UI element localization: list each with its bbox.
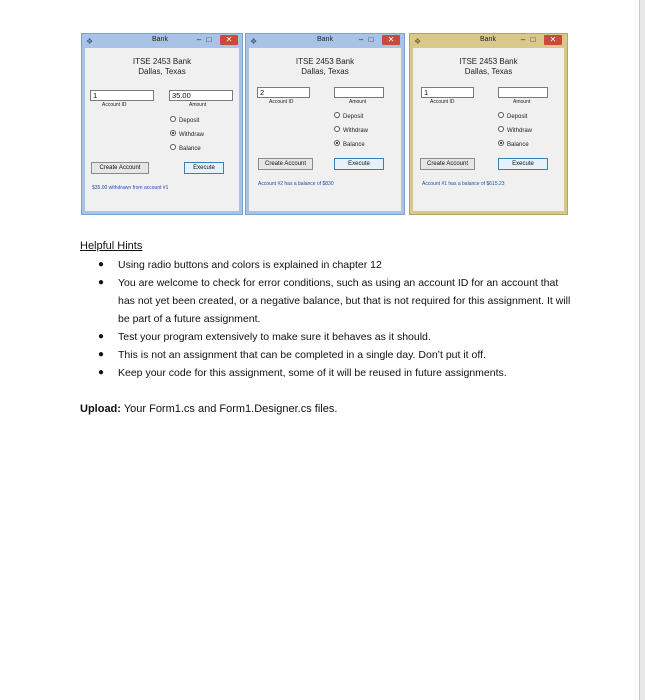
window-title: Bank [152,36,168,43]
balance-radio[interactable]: Balance [334,141,365,150]
account-id-input[interactable]: 1 [421,87,474,98]
page-edge [639,0,645,700]
status-message: $35.00 withdrawn from account #1 [92,185,169,191]
hints-list [98,256,578,382]
status-message: Account #2 has a balance of $830 [258,181,334,187]
bullet-icon: ● [98,331,105,342]
list-item: ● Test your program extensively to make sure it behaves as it should. [98,328,578,346]
account-id-input[interactable]: 1 [90,90,154,101]
execute-button[interactable]: Execute [184,162,224,174]
amount-input[interactable]: 35.00 [169,90,233,101]
account-id-input[interactable]: 2 [257,87,310,98]
bank-window-3 [409,33,568,215]
amount-input[interactable] [498,87,548,98]
title-bar[interactable] [82,34,242,49]
list-item: ● This is not an assignment that can be completed in a single day. Don’t put it off. [98,346,578,364]
status-message: Account #1 has a balance of $615.23 [422,181,505,187]
amount-input[interactable] [334,87,384,98]
deposit-radio[interactable]: Deposit [170,117,199,126]
upload-text: Your Form1.cs and Form1.Designer.cs files. [123,403,338,415]
list-item: ● Using radio buttons and colors is explained in chapter 12 [98,256,578,274]
bank-name-label: ITSE 2453 Bank [295,57,355,66]
bank-name-label: ITSE 2453 Bank [459,57,518,66]
radio-circle-icon [334,126,340,132]
radio-selected-icon [498,140,504,146]
upload-instructions [80,403,337,415]
deposit-radio[interactable]: Deposit [498,113,527,122]
bullet-icon: ● [98,349,105,360]
location-label: Dallas, Texas [301,67,349,76]
app-icon: ❖ [414,37,422,46]
title-bar[interactable] [246,34,404,49]
account-id-label: Account ID [269,99,294,105]
close-icon[interactable]: ✕ [544,35,562,45]
location-label: Dallas, Texas [464,67,513,76]
amount-label: Amount [189,102,207,108]
radio-circle-icon [498,126,504,132]
app-icon: ❖ [86,37,94,46]
maximize-icon[interactable]: □ [368,35,374,44]
account-id-label: Account ID [430,99,455,105]
list-item: ● Keep your code for this assignment, some of it will be reused in future assignments. [98,364,578,382]
maximize-icon[interactable]: □ [530,35,536,44]
amount-label: Amount [513,99,531,105]
create-account-button[interactable]: Create Account [258,158,313,170]
create-account-button[interactable]: Create Account [420,158,475,170]
bullet-icon: ● [98,259,105,270]
minimize-icon[interactable]: – [196,35,202,44]
execute-button[interactable]: Execute [498,158,548,170]
bank-name-label: ITSE 2453 Bank [132,57,192,66]
title-bar[interactable] [410,34,567,49]
bullet-icon: ● [98,277,105,288]
hints-heading: Helpful Hints [80,240,143,252]
execute-button[interactable]: Execute [334,158,384,170]
create-account-button[interactable]: Create Account [91,162,149,174]
account-id-label: Account ID [102,102,127,108]
location-label: Dallas, Texas [138,67,186,76]
close-icon[interactable]: ✕ [220,35,238,45]
list-item: ● You are welcome to check for error conditions, such as using an account ID for an account that has not yet been created, or a negative balance, but that is not required for this assignment. It will be part of a future assignment. [98,274,578,328]
form-client [413,48,564,211]
minimize-icon[interactable]: – [520,35,526,44]
radio-selected-icon [170,130,176,136]
window-title: Bank [317,36,333,43]
withdraw-radio[interactable]: Withdraw [334,127,368,136]
close-icon[interactable]: ✕ [382,35,400,45]
bank-window-1 [81,33,243,215]
deposit-radio[interactable]: Deposit [334,113,363,122]
radio-circle-icon [334,112,340,118]
app-icon: ❖ [250,37,258,46]
radio-selected-icon [334,140,340,146]
window-title: Bank [480,36,496,43]
bank-window-2 [245,33,405,215]
amount-label: Amount [349,99,367,105]
form-client [85,48,239,211]
radio-circle-icon [170,144,176,150]
radio-circle-icon [498,112,504,118]
balance-radio[interactable]: Balance [170,145,201,154]
maximize-icon[interactable]: □ [206,35,212,44]
withdraw-radio[interactable]: Withdraw [170,131,204,140]
radio-circle-icon [170,116,176,122]
minimize-icon[interactable]: – [358,35,364,44]
upload-label: Upload: [80,403,121,415]
form-client [249,48,401,211]
bullet-icon: ● [98,367,105,378]
balance-radio[interactable]: Balance [498,141,529,150]
withdraw-radio[interactable]: Withdraw [498,127,532,136]
